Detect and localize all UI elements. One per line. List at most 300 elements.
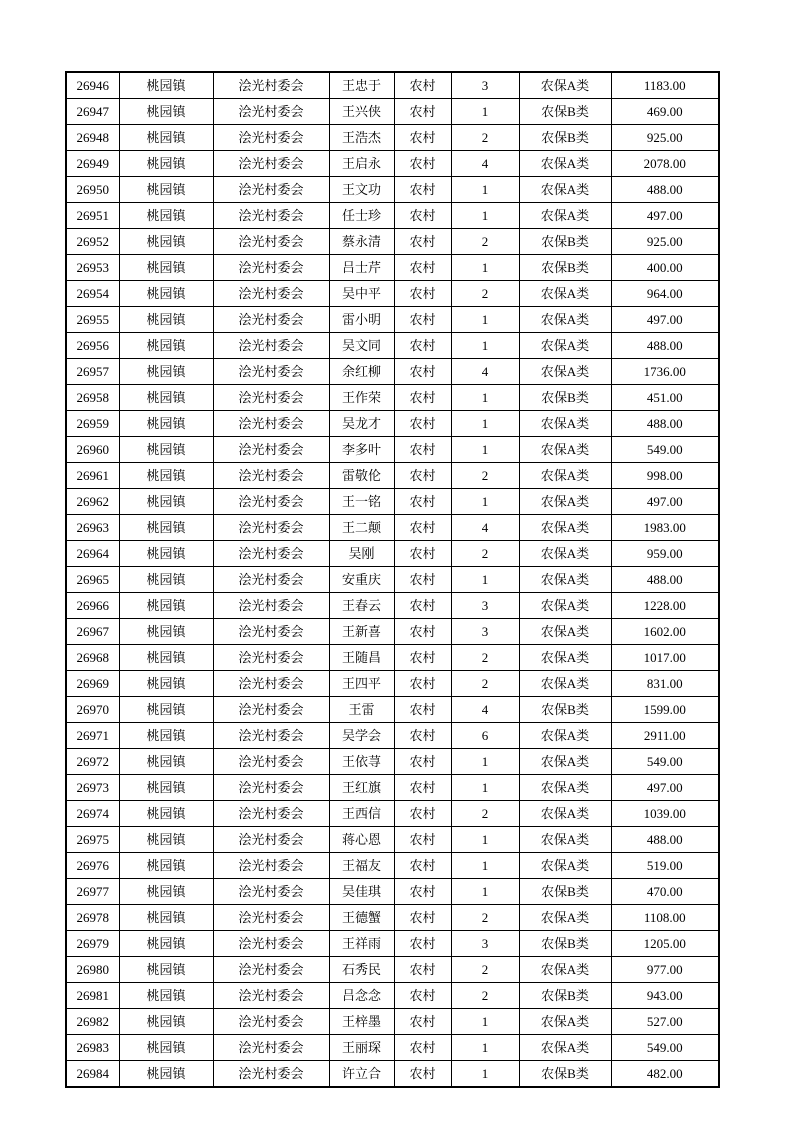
cell-person-name: 王祥雨 xyxy=(329,931,394,957)
cell-insurance-category: 农保A类 xyxy=(519,645,611,671)
cell-person-count: 4 xyxy=(451,515,519,541)
cell-town: 桃园镇 xyxy=(119,515,213,541)
cell-residence-type: 农村 xyxy=(394,411,451,437)
cell-town: 桃园镇 xyxy=(119,775,213,801)
cell-amount: 2911.00 xyxy=(611,723,719,749)
cell-town: 桃园镇 xyxy=(119,1061,213,1088)
cell-serial-number: 26960 xyxy=(66,437,119,463)
cell-person-count: 2 xyxy=(451,281,519,307)
cell-village-committee: 浍光村委会 xyxy=(213,567,329,593)
cell-town: 桃园镇 xyxy=(119,801,213,827)
table-row xyxy=(66,723,719,749)
cell-serial-number: 26956 xyxy=(66,333,119,359)
table-row xyxy=(66,879,719,905)
cell-town: 桃园镇 xyxy=(119,151,213,177)
cell-serial-number: 26976 xyxy=(66,853,119,879)
cell-insurance-category: 农保A类 xyxy=(519,723,611,749)
cell-residence-type: 农村 xyxy=(394,515,451,541)
cell-insurance-category: 农保A类 xyxy=(519,827,611,853)
cell-person-count: 1 xyxy=(451,1035,519,1061)
cell-residence-type: 农村 xyxy=(394,645,451,671)
cell-village-committee: 浍光村委会 xyxy=(213,619,329,645)
table-row xyxy=(66,775,719,801)
cell-person-count: 1 xyxy=(451,411,519,437)
cell-town: 桃园镇 xyxy=(119,125,213,151)
cell-person-name: 王文功 xyxy=(329,177,394,203)
cell-village-committee: 浍光村委会 xyxy=(213,827,329,853)
cell-serial-number: 26974 xyxy=(66,801,119,827)
cell-village-committee: 浍光村委会 xyxy=(213,749,329,775)
cell-insurance-category: 农保A类 xyxy=(519,281,611,307)
table-row xyxy=(66,567,719,593)
cell-person-name: 王忠于 xyxy=(329,72,394,99)
cell-person-count: 4 xyxy=(451,697,519,723)
cell-residence-type: 农村 xyxy=(394,801,451,827)
cell-serial-number: 26973 xyxy=(66,775,119,801)
cell-person-name: 吕士芹 xyxy=(329,255,394,281)
cell-serial-number: 26947 xyxy=(66,99,119,125)
table-row xyxy=(66,359,719,385)
cell-amount: 2078.00 xyxy=(611,151,719,177)
cell-amount: 925.00 xyxy=(611,125,719,151)
cell-person-count: 1 xyxy=(451,567,519,593)
cell-residence-type: 农村 xyxy=(394,749,451,775)
table-row xyxy=(66,255,719,281)
cell-insurance-category: 农保B类 xyxy=(519,125,611,151)
cell-serial-number: 26964 xyxy=(66,541,119,567)
cell-residence-type: 农村 xyxy=(394,489,451,515)
cell-town: 桃园镇 xyxy=(119,359,213,385)
cell-insurance-category: 农保A类 xyxy=(519,515,611,541)
cell-village-committee: 浍光村委会 xyxy=(213,411,329,437)
table-row xyxy=(66,333,719,359)
cell-person-count: 2 xyxy=(451,983,519,1009)
table-row xyxy=(66,125,719,151)
cell-residence-type: 农村 xyxy=(394,593,451,619)
cell-residence-type: 农村 xyxy=(394,99,451,125)
cell-amount: 488.00 xyxy=(611,567,719,593)
cell-village-committee: 浍光村委会 xyxy=(213,463,329,489)
cell-person-count: 1 xyxy=(451,255,519,281)
cell-serial-number: 26954 xyxy=(66,281,119,307)
cell-residence-type: 农村 xyxy=(394,671,451,697)
cell-town: 桃园镇 xyxy=(119,931,213,957)
cell-person-count: 3 xyxy=(451,593,519,619)
cell-person-count: 1 xyxy=(451,1061,519,1088)
cell-person-count: 1 xyxy=(451,385,519,411)
cell-serial-number: 26983 xyxy=(66,1035,119,1061)
cell-village-committee: 浍光村委会 xyxy=(213,645,329,671)
cell-insurance-category: 农保A类 xyxy=(519,801,611,827)
cell-village-committee: 浍光村委会 xyxy=(213,697,329,723)
cell-town: 桃园镇 xyxy=(119,905,213,931)
cell-serial-number: 26965 xyxy=(66,567,119,593)
cell-town: 桃园镇 xyxy=(119,853,213,879)
cell-village-committee: 浍光村委会 xyxy=(213,853,329,879)
cell-amount: 1017.00 xyxy=(611,645,719,671)
cell-person-name: 王启永 xyxy=(329,151,394,177)
cell-amount: 519.00 xyxy=(611,853,719,879)
cell-serial-number: 26948 xyxy=(66,125,119,151)
cell-amount: 959.00 xyxy=(611,541,719,567)
cell-person-count: 2 xyxy=(451,957,519,983)
cell-town: 桃园镇 xyxy=(119,177,213,203)
cell-town: 桃园镇 xyxy=(119,957,213,983)
cell-insurance-category: 农保A类 xyxy=(519,749,611,775)
cell-person-count: 2 xyxy=(451,125,519,151)
cell-village-committee: 浍光村委会 xyxy=(213,723,329,749)
cell-village-committee: 浍光村委会 xyxy=(213,879,329,905)
cell-town: 桃园镇 xyxy=(119,697,213,723)
table-row xyxy=(66,515,719,541)
table-row xyxy=(66,853,719,879)
cell-residence-type: 农村 xyxy=(394,853,451,879)
table-row xyxy=(66,411,719,437)
cell-village-committee: 浍光村委会 xyxy=(213,99,329,125)
cell-residence-type: 农村 xyxy=(394,1009,451,1035)
cell-village-committee: 浍光村委会 xyxy=(213,203,329,229)
cell-person-count: 4 xyxy=(451,359,519,385)
cell-insurance-category: 农保A类 xyxy=(519,619,611,645)
cell-person-name: 李多叶 xyxy=(329,437,394,463)
cell-person-name: 吴龙才 xyxy=(329,411,394,437)
cell-village-committee: 浍光村委会 xyxy=(213,515,329,541)
cell-town: 桃园镇 xyxy=(119,281,213,307)
cell-serial-number: 26980 xyxy=(66,957,119,983)
cell-residence-type: 农村 xyxy=(394,957,451,983)
cell-person-name: 吕念念 xyxy=(329,983,394,1009)
cell-residence-type: 农村 xyxy=(394,72,451,99)
cell-person-count: 4 xyxy=(451,151,519,177)
table-row xyxy=(66,151,719,177)
cell-person-name: 王依荨 xyxy=(329,749,394,775)
cell-serial-number: 26946 xyxy=(66,72,119,99)
cell-insurance-category: 农保B类 xyxy=(519,229,611,255)
table-row xyxy=(66,72,719,99)
table-body xyxy=(66,72,719,1087)
cell-amount: 497.00 xyxy=(611,489,719,515)
cell-village-committee: 浍光村委会 xyxy=(213,1035,329,1061)
cell-village-committee: 浍光村委会 xyxy=(213,333,329,359)
cell-insurance-category: 农保A类 xyxy=(519,567,611,593)
cell-person-name: 吴学会 xyxy=(329,723,394,749)
cell-person-count: 1 xyxy=(451,307,519,333)
cell-person-name: 吴中平 xyxy=(329,281,394,307)
cell-town: 桃园镇 xyxy=(119,255,213,281)
cell-serial-number: 26978 xyxy=(66,905,119,931)
cell-serial-number: 26959 xyxy=(66,411,119,437)
cell-person-count: 1 xyxy=(451,333,519,359)
cell-amount: 1039.00 xyxy=(611,801,719,827)
cell-town: 桃园镇 xyxy=(119,541,213,567)
cell-residence-type: 农村 xyxy=(394,567,451,593)
cell-residence-type: 农村 xyxy=(394,385,451,411)
cell-insurance-category: 农保A类 xyxy=(519,437,611,463)
table-row xyxy=(66,385,719,411)
cell-amount: 1108.00 xyxy=(611,905,719,931)
cell-person-name: 蔡永清 xyxy=(329,229,394,255)
cell-village-committee: 浍光村委会 xyxy=(213,775,329,801)
cell-serial-number: 26962 xyxy=(66,489,119,515)
cell-town: 桃园镇 xyxy=(119,333,213,359)
cell-person-name: 王红旗 xyxy=(329,775,394,801)
cell-person-name: 王梓墨 xyxy=(329,1009,394,1035)
cell-person-name: 雷敬伦 xyxy=(329,463,394,489)
cell-residence-type: 农村 xyxy=(394,1035,451,1061)
cell-insurance-category: 农保B类 xyxy=(519,1061,611,1088)
cell-serial-number: 26972 xyxy=(66,749,119,775)
cell-amount: 497.00 xyxy=(611,307,719,333)
cell-insurance-category: 农保A类 xyxy=(519,151,611,177)
cell-person-name: 吴佳琪 xyxy=(329,879,394,905)
cell-amount: 943.00 xyxy=(611,983,719,1009)
cell-residence-type: 农村 xyxy=(394,203,451,229)
table-row xyxy=(66,437,719,463)
cell-serial-number: 26970 xyxy=(66,697,119,723)
cell-amount: 469.00 xyxy=(611,99,719,125)
cell-serial-number: 26968 xyxy=(66,645,119,671)
cell-village-committee: 浍光村委会 xyxy=(213,489,329,515)
cell-serial-number: 26982 xyxy=(66,1009,119,1035)
cell-insurance-category: 农保B类 xyxy=(519,255,611,281)
cell-amount: 964.00 xyxy=(611,281,719,307)
cell-amount: 1983.00 xyxy=(611,515,719,541)
cell-residence-type: 农村 xyxy=(394,723,451,749)
cell-amount: 998.00 xyxy=(611,463,719,489)
cell-village-committee: 浍光村委会 xyxy=(213,931,329,957)
table-row xyxy=(66,203,719,229)
cell-residence-type: 农村 xyxy=(394,697,451,723)
cell-serial-number: 26949 xyxy=(66,151,119,177)
cell-person-count: 2 xyxy=(451,671,519,697)
cell-residence-type: 农村 xyxy=(394,1061,451,1088)
cell-person-name: 任士珍 xyxy=(329,203,394,229)
table-row xyxy=(66,905,719,931)
cell-amount: 488.00 xyxy=(611,177,719,203)
cell-insurance-category: 农保A类 xyxy=(519,593,611,619)
cell-residence-type: 农村 xyxy=(394,463,451,489)
cell-village-committee: 浍光村委会 xyxy=(213,307,329,333)
cell-residence-type: 农村 xyxy=(394,177,451,203)
cell-residence-type: 农村 xyxy=(394,931,451,957)
cell-insurance-category: 农保B类 xyxy=(519,697,611,723)
cell-amount: 497.00 xyxy=(611,775,719,801)
table-row xyxy=(66,1009,719,1035)
cell-amount: 497.00 xyxy=(611,203,719,229)
cell-town: 桃园镇 xyxy=(119,385,213,411)
cell-person-count: 1 xyxy=(451,879,519,905)
cell-person-count: 3 xyxy=(451,619,519,645)
cell-insurance-category: 农保A类 xyxy=(519,775,611,801)
cell-person-name: 王作荣 xyxy=(329,385,394,411)
cell-amount: 1183.00 xyxy=(611,72,719,99)
cell-person-name: 王春云 xyxy=(329,593,394,619)
cell-insurance-category: 农保A类 xyxy=(519,1035,611,1061)
cell-village-committee: 浍光村委会 xyxy=(213,437,329,463)
cell-person-name: 王四平 xyxy=(329,671,394,697)
cell-serial-number: 26963 xyxy=(66,515,119,541)
cell-insurance-category: 农保A类 xyxy=(519,72,611,99)
cell-town: 桃园镇 xyxy=(119,879,213,905)
cell-village-committee: 浍光村委会 xyxy=(213,801,329,827)
table-row xyxy=(66,1061,719,1088)
cell-insurance-category: 农保A类 xyxy=(519,411,611,437)
cell-serial-number: 26953 xyxy=(66,255,119,281)
cell-serial-number: 26981 xyxy=(66,983,119,1009)
cell-person-count: 2 xyxy=(451,645,519,671)
cell-serial-number: 26961 xyxy=(66,463,119,489)
cell-town: 桃园镇 xyxy=(119,307,213,333)
cell-serial-number: 26957 xyxy=(66,359,119,385)
cell-serial-number: 26967 xyxy=(66,619,119,645)
cell-residence-type: 农村 xyxy=(394,359,451,385)
cell-town: 桃园镇 xyxy=(119,723,213,749)
cell-amount: 470.00 xyxy=(611,879,719,905)
cell-insurance-category: 农保B类 xyxy=(519,983,611,1009)
cell-amount: 1602.00 xyxy=(611,619,719,645)
cell-amount: 549.00 xyxy=(611,1035,719,1061)
cell-residence-type: 农村 xyxy=(394,827,451,853)
cell-person-name: 蒋心恩 xyxy=(329,827,394,853)
cell-person-name: 王雷 xyxy=(329,697,394,723)
table-row xyxy=(66,697,719,723)
cell-insurance-category: 农保A类 xyxy=(519,177,611,203)
cell-amount: 527.00 xyxy=(611,1009,719,1035)
cell-town: 桃园镇 xyxy=(119,72,213,99)
cell-amount: 400.00 xyxy=(611,255,719,281)
cell-town: 桃园镇 xyxy=(119,827,213,853)
cell-village-committee: 浍光村委会 xyxy=(213,151,329,177)
cell-residence-type: 农村 xyxy=(394,307,451,333)
cell-town: 桃园镇 xyxy=(119,1009,213,1035)
cell-person-count: 2 xyxy=(451,905,519,931)
cell-residence-type: 农村 xyxy=(394,983,451,1009)
cell-serial-number: 26975 xyxy=(66,827,119,853)
cell-residence-type: 农村 xyxy=(394,229,451,255)
table-row xyxy=(66,801,719,827)
table-row xyxy=(66,827,719,853)
table-row xyxy=(66,177,719,203)
subsidy-roster-table xyxy=(65,71,720,1088)
cell-amount: 488.00 xyxy=(611,333,719,359)
cell-village-committee: 浍光村委会 xyxy=(213,359,329,385)
cell-person-name: 石秀民 xyxy=(329,957,394,983)
cell-town: 桃园镇 xyxy=(119,593,213,619)
cell-town: 桃园镇 xyxy=(119,463,213,489)
cell-residence-type: 农村 xyxy=(394,151,451,177)
cell-person-name: 王德蟹 xyxy=(329,905,394,931)
cell-insurance-category: 农保A类 xyxy=(519,671,611,697)
cell-person-name: 王西信 xyxy=(329,801,394,827)
cell-residence-type: 农村 xyxy=(394,879,451,905)
cell-person-name: 安重庆 xyxy=(329,567,394,593)
cell-village-committee: 浍光村委会 xyxy=(213,1009,329,1035)
table-row xyxy=(66,957,719,983)
table-row xyxy=(66,541,719,567)
cell-person-count: 1 xyxy=(451,1009,519,1035)
cell-town: 桃园镇 xyxy=(119,749,213,775)
cell-amount: 549.00 xyxy=(611,749,719,775)
cell-insurance-category: 农保A类 xyxy=(519,905,611,931)
table-row xyxy=(66,1035,719,1061)
cell-residence-type: 农村 xyxy=(394,125,451,151)
cell-serial-number: 26955 xyxy=(66,307,119,333)
cell-amount: 451.00 xyxy=(611,385,719,411)
cell-town: 桃园镇 xyxy=(119,671,213,697)
cell-village-committee: 浍光村委会 xyxy=(213,983,329,1009)
table-row xyxy=(66,307,719,333)
cell-village-committee: 浍光村委会 xyxy=(213,255,329,281)
cell-village-committee: 浍光村委会 xyxy=(213,229,329,255)
cell-town: 桃园镇 xyxy=(119,567,213,593)
cell-person-count: 2 xyxy=(451,801,519,827)
cell-insurance-category: 农保A类 xyxy=(519,1009,611,1035)
table-row xyxy=(66,99,719,125)
cell-insurance-category: 农保B类 xyxy=(519,385,611,411)
cell-insurance-category: 农保A类 xyxy=(519,307,611,333)
cell-insurance-category: 农保A类 xyxy=(519,463,611,489)
cell-village-committee: 浍光村委会 xyxy=(213,281,329,307)
cell-town: 桃园镇 xyxy=(119,99,213,125)
cell-village-committee: 浍光村委会 xyxy=(213,72,329,99)
cell-person-name: 王福友 xyxy=(329,853,394,879)
cell-person-count: 1 xyxy=(451,437,519,463)
cell-person-name: 王新喜 xyxy=(329,619,394,645)
cell-person-name: 雷小明 xyxy=(329,307,394,333)
cell-insurance-category: 农保A类 xyxy=(519,203,611,229)
cell-town: 桃园镇 xyxy=(119,489,213,515)
cell-town: 桃园镇 xyxy=(119,1035,213,1061)
cell-insurance-category: 农保B类 xyxy=(519,879,611,905)
cell-serial-number: 26952 xyxy=(66,229,119,255)
cell-person-name: 王一铭 xyxy=(329,489,394,515)
table-row xyxy=(66,671,719,697)
cell-insurance-category: 农保A类 xyxy=(519,853,611,879)
cell-town: 桃园镇 xyxy=(119,203,213,229)
cell-town: 桃园镇 xyxy=(119,619,213,645)
cell-insurance-category: 农保A类 xyxy=(519,359,611,385)
cell-town: 桃园镇 xyxy=(119,645,213,671)
cell-residence-type: 农村 xyxy=(394,541,451,567)
cell-insurance-category: 农保A类 xyxy=(519,541,611,567)
cell-person-name: 王丽琛 xyxy=(329,1035,394,1061)
cell-serial-number: 26950 xyxy=(66,177,119,203)
cell-person-count: 1 xyxy=(451,99,519,125)
cell-person-name: 余红柳 xyxy=(329,359,394,385)
cell-town: 桃园镇 xyxy=(119,411,213,437)
table-row xyxy=(66,489,719,515)
cell-insurance-category: 农保B类 xyxy=(519,99,611,125)
cell-person-count: 1 xyxy=(451,203,519,229)
table-row xyxy=(66,645,719,671)
cell-person-count: 1 xyxy=(451,177,519,203)
cell-amount: 925.00 xyxy=(611,229,719,255)
cell-person-count: 3 xyxy=(451,931,519,957)
cell-amount: 831.00 xyxy=(611,671,719,697)
cell-serial-number: 26951 xyxy=(66,203,119,229)
cell-amount: 1736.00 xyxy=(611,359,719,385)
cell-person-count: 1 xyxy=(451,775,519,801)
cell-person-count: 6 xyxy=(451,723,519,749)
cell-town: 桃园镇 xyxy=(119,229,213,255)
cell-town: 桃园镇 xyxy=(119,437,213,463)
cell-person-name: 王随昌 xyxy=(329,645,394,671)
cell-serial-number: 26984 xyxy=(66,1061,119,1088)
cell-serial-number: 26966 xyxy=(66,593,119,619)
cell-person-count: 1 xyxy=(451,489,519,515)
cell-insurance-category: 农保A类 xyxy=(519,489,611,515)
cell-person-count: 2 xyxy=(451,229,519,255)
